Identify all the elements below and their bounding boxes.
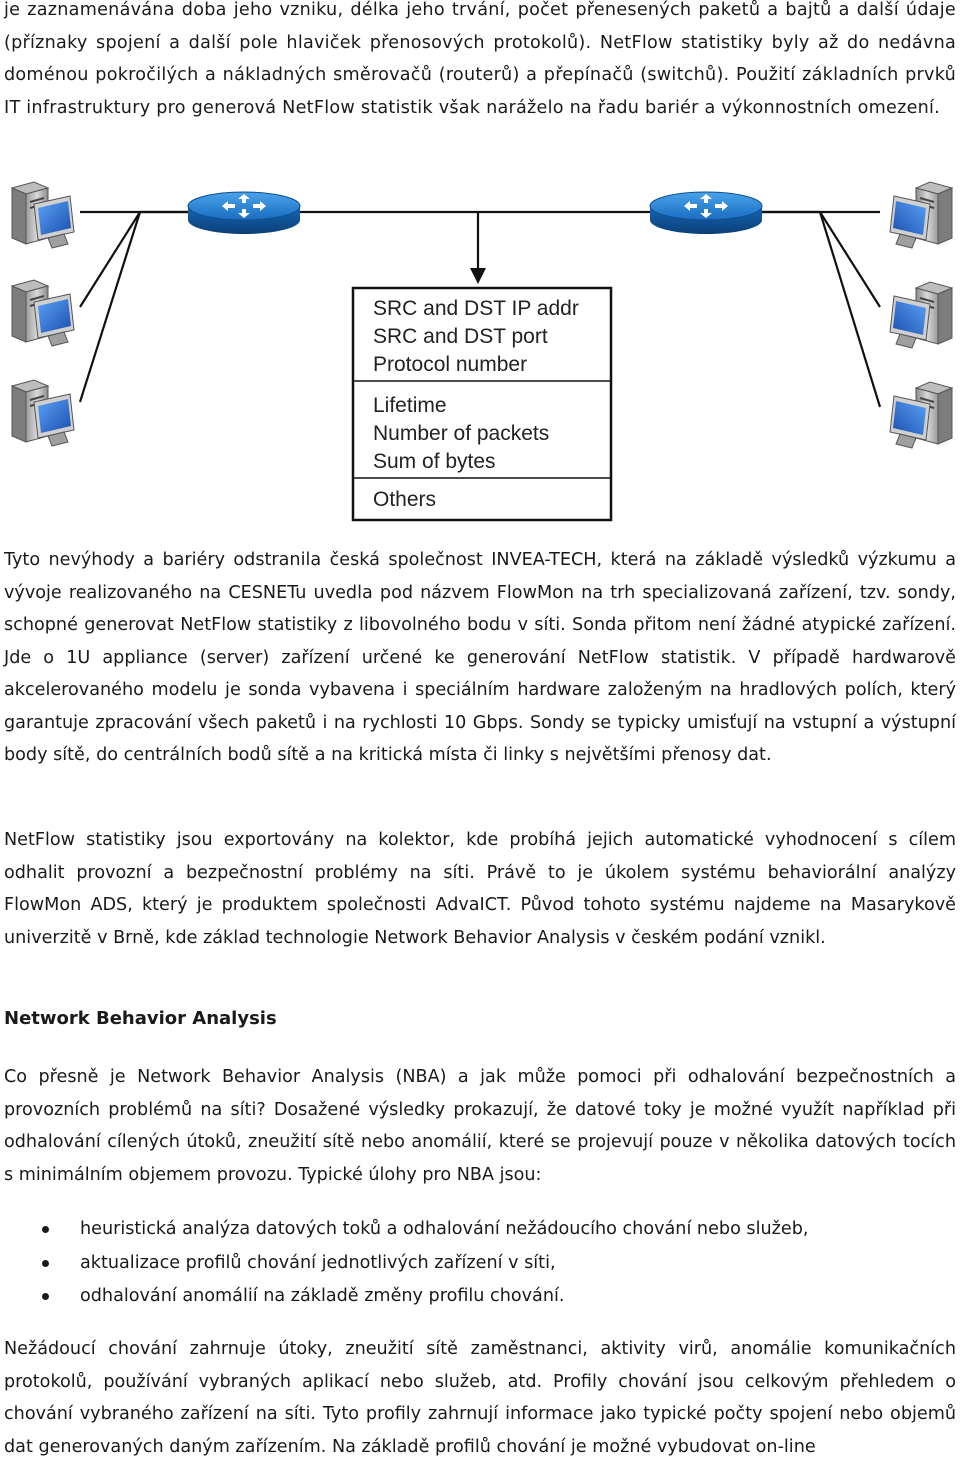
computer-icon-right-3 [890,382,952,448]
collector-paragraph: NetFlow statistiky jsou exportovány na kolektor, kde probíhá jejich automatické vyhodnocení s cílem odhalit provozní a bezpečnostní problémy na síti. Právě to je úkolem systému behaviorální analýzy FlowMon ADS, který je produktem společnosti AdvaICT. Původ tohoto systému najdeme na Masarykově univerzitě v Brně, kde základ technologie Network Behavior Analysis v českém podání vznikl. [4,830,956,948]
flow-record-box [353,288,611,520]
record-field: Others [373,488,437,511]
record-field: Lifetime [373,394,447,417]
router-icon-left [188,192,300,234]
nba-task-list [0,1213,960,1314]
section-heading: Network Behavior Analysis [4,1008,277,1029]
list-item: aktualizace profilů chování jednotlivých zařízení v síti, [0,1247,960,1281]
intro-paragraph: je zaznamenávána doba jeho vzniku, délka jeho trvání, počet přenesených paketů a bajtů a další údaje (příznaky spojení a další pole hlaviček přenosových protokolů). NetFlow statistiky byly až do nedávna doménou pokročilých a nákladných směrovačů (routerů) a přepínačů (switchů). Použití základních prvků IT infrastruktury pro generová NetFlow statistik však naráželo na řadu bariér a výkonnostních omezení. [4,0,956,118]
netflow-diagram [0,172,960,532]
computer-icon-left-3 [12,380,74,446]
record-field: Sum of bytes [373,450,496,473]
computer-icon-right-2 [890,282,952,348]
invea-paragraph: Tyto nevýhody a bariéry odstranila česká společnost INVEA-TECH, která na základě výsledků výzkumu a vývoje realizovaného na CESNETu uvedla pod názvem FlowMon na trh specializovaná zařízení, tzv. sondy, schopné generovat NetFlow statistiky z libovolného bodu v síti. Sonda přitom není žádné atypické zařízení. Jde o 1U appliance (server) zařízení určené ke generování NetFlow statistik. V případě hardwarově akcelerovaného modelu je sonda vybavena i speciálním hardware založeným na hradlových polích, který garantuje zpracování všech paketů i na rychlosti 10 Gbps. Sondy se typicky umisťují na vstupní a výstupní body sítě, do centrálních bodů sítě a na kritická místa či linky s největšími přenosy dat. [4,550,956,765]
computer-icon-left-2 [12,280,74,346]
record-field: SRC and DST port [373,325,548,348]
record-field: Number of packets [373,422,550,445]
arrow-down-icon [470,268,486,284]
computer-icon-right-1 [890,182,952,248]
nba-intro-paragraph: Co přesně je Network Behavior Analysis (NBA) a jak může pomoci při odhalování bezpečnostních a provozních problémů na síti? Dosažené výsledky prokazují, že datové toky je možné využít například při odhalování cílených útoků, zneužití sítě nebo anomálií, které se projevují pouze v několika datových tocích s minimálním objemem provozu. Typické úlohy pro NBA jsou: [4,1067,956,1185]
list-item: heuristická analýza datových toků a odhalování nežádoucího chování nebo služeb, [0,1213,960,1247]
list-item: odhalování anomálií na základě změny profilu chování. [0,1280,960,1314]
computer-icon-left-1 [12,182,74,248]
router-icon-right [650,192,762,234]
record-field: Protocol number [373,353,528,376]
record-field: SRC and DST IP addr [373,297,579,320]
unwanted-paragraph: Nežádoucí chování zahrnuje útoky, zneužití sítě zaměstnanci, aktivity virů, anomálie komunikačních protokolů, používání vybraných aplikací nebo služeb, atd. Profily chování jsou celkovým přehledem o chování vybraného zařízení na síti. Tyto profily zahrnují informace jako typické počty spojení nebo objemů dat generovaných daným zařízením. Na základě profilů chování je možné vybudovat on-line [4,1339,956,1457]
